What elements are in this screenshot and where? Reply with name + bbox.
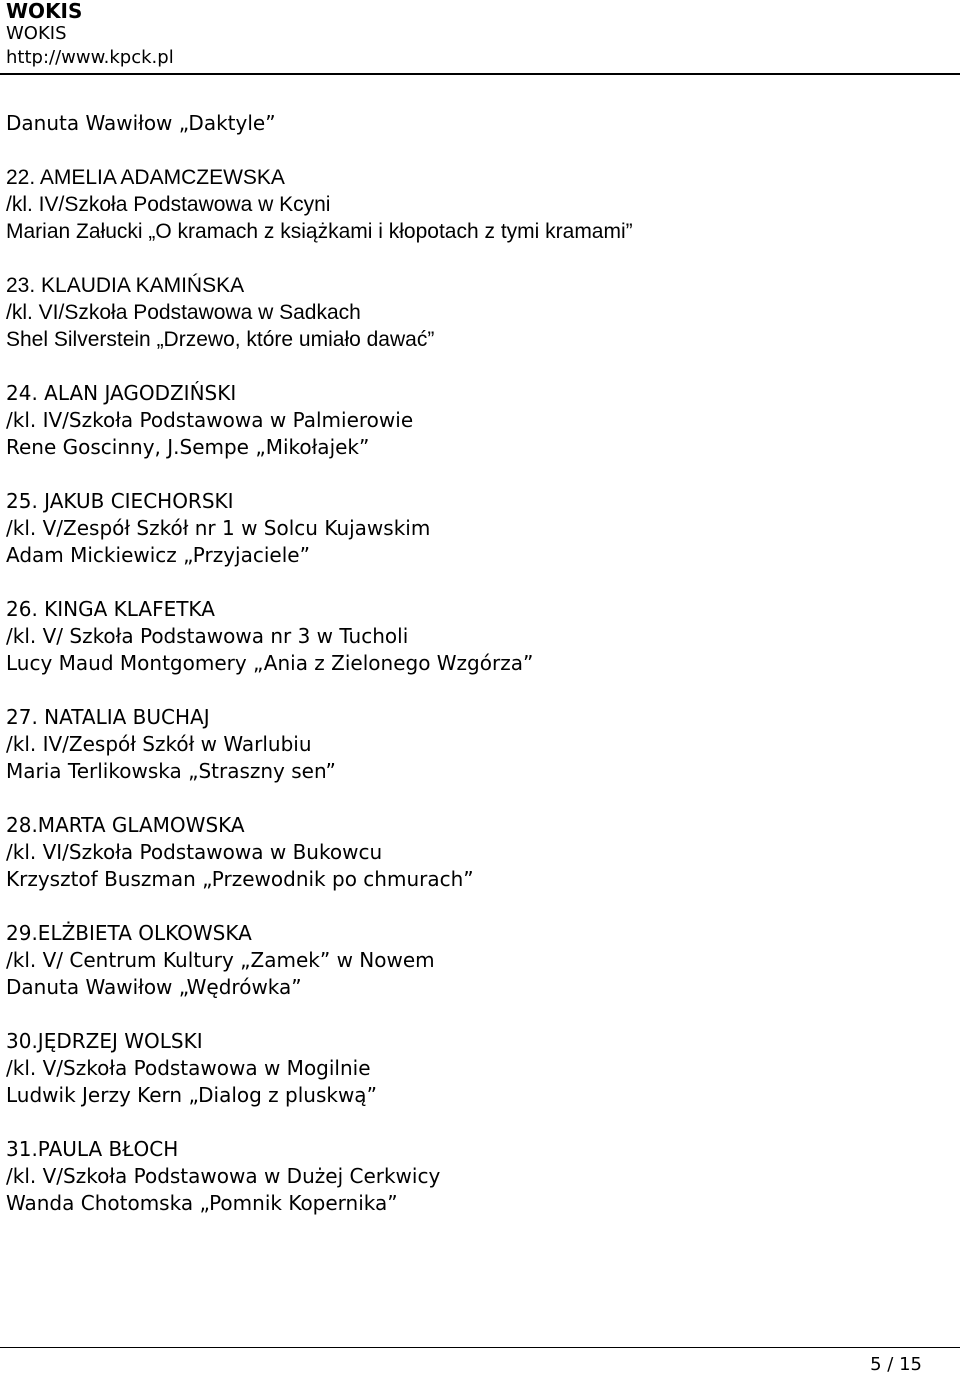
entry-22 [6, 164, 946, 245]
page-number: 5 / 15 [870, 1354, 922, 1375]
intro-block [6, 110, 946, 137]
entry-23 [6, 272, 946, 353]
entry-school: /kl. VI/Szkoła Podstawowa w Bukowcu [6, 840, 383, 864]
entry-work: Shel Silverstein „Drzewo, które umiało dawać” [6, 328, 435, 351]
entry-26 [6, 596, 946, 677]
entry-school: /kl. V/Szkoła Podstawowa w Mogilnie [6, 1056, 371, 1080]
entry-school: /kl. IV/Szkoła Podstawowa w Kcyni [6, 193, 331, 216]
entry-29 [6, 920, 946, 1001]
entry-school: /kl. IV/Szkoła Podstawowa w Palmierowie [6, 408, 414, 432]
entry-name: 27. NATALIA BUCHAJ [6, 705, 210, 729]
entry-name: 22. AMELIA ADAMCZEWSKA [6, 166, 285, 189]
intro-line: Danuta Wawiłow „Daktyle” [6, 111, 276, 135]
entry-25 [6, 488, 946, 569]
entry-name: 25. JAKUB CIECHORSKI [6, 489, 234, 513]
header-divider [0, 73, 960, 75]
entry-name: 23. KLAUDIA KAMIŃSKA [6, 274, 245, 297]
entry-name: 30.JĘDRZEJ WOLSKI [6, 1029, 203, 1053]
entry-school: /kl. V/ Szkoła Podstawowa nr 3 w Tucholi [6, 624, 409, 648]
entry-work: Maria Terlikowska „Straszny sen” [6, 759, 336, 783]
entry-name: 29.ELŻBIETA OLKOWSKA [6, 921, 252, 945]
entry-28 [6, 812, 946, 893]
entry-name: 26. KINGA KLAFETKA [6, 597, 215, 621]
entry-name: 28.MARTA GLAMOWSKA [6, 813, 245, 837]
entry-school: /kl. V/Szkoła Podstawowa w Dużej Cerkwicy [6, 1164, 441, 1188]
footer-divider [0, 1347, 960, 1348]
entry-work: Danuta Wawiłow „Wędrówka” [6, 975, 302, 999]
entry-work: Ludwik Jerzy Kern „Dialog z pluskwą” [6, 1083, 377, 1107]
entry-work: Krzysztof Buszman „Przewodnik po chmurach” [6, 867, 474, 891]
page-header [6, 0, 956, 70]
entry-31 [6, 1136, 946, 1217]
entry-school: /kl. V/Zespół Szkół nr 1 w Solcu Kujawskim [6, 516, 431, 540]
entry-30 [6, 1028, 946, 1109]
entry-27 [6, 704, 946, 785]
entry-name: 24. ALAN JAGODZIŃSKI [6, 381, 237, 405]
entry-school: /kl. V/ Centrum Kultury „Zamek” w Nowem [6, 948, 435, 972]
entry-24 [6, 380, 946, 461]
entry-work: Rene Goscinny, J.Sempe „Mikołajek” [6, 435, 370, 459]
header-title: WOKIS [6, 0, 83, 23]
entry-work: Lucy Maud Montgomery „Ania z Zielonego Wzgórza” [6, 651, 534, 675]
entry-work: Adam Mickiewicz „Przyjaciele” [6, 543, 310, 567]
entry-work: Marian Załucki „O kramach z książkami i kłopotach z tymi kramami” [6, 220, 633, 243]
entry-work: Wanda Chotomska „Pomnik Kopernika” [6, 1191, 398, 1215]
entry-name: 31.PAULA BŁOCH [6, 1137, 179, 1161]
entry-school: /kl. VI/Szkoła Podstawowa w Sadkach [6, 301, 361, 324]
header-url: http://www.kpck.pl [6, 47, 174, 68]
entry-school: /kl. IV/Zespół Szkół w Warlubiu [6, 732, 312, 756]
document-body [6, 110, 946, 1244]
header-subtitle: WOKIS [6, 23, 67, 44]
